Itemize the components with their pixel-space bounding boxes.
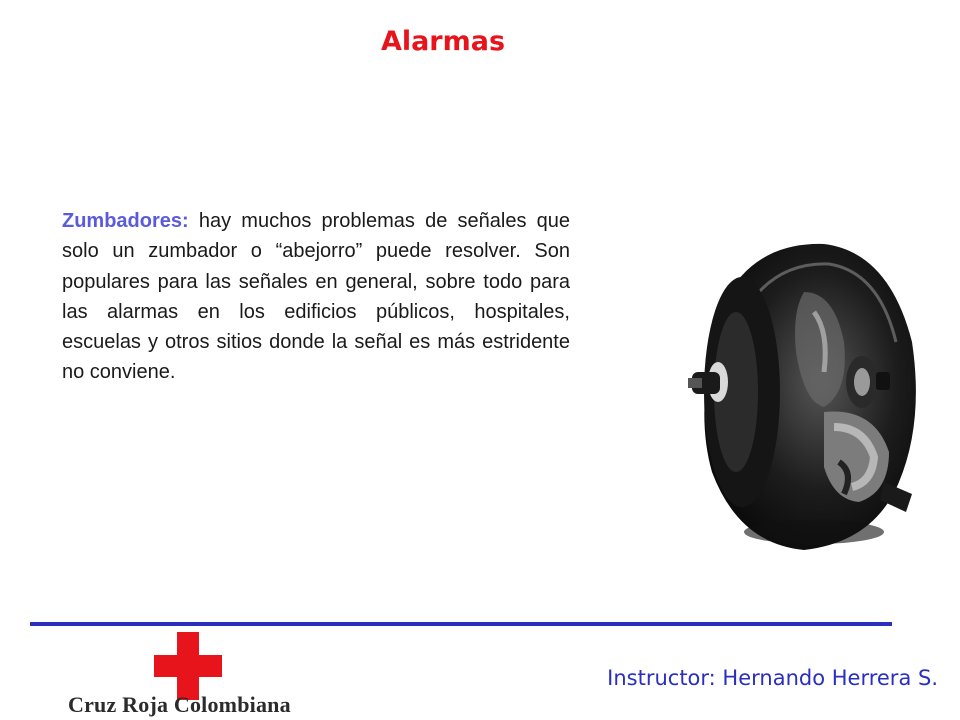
org-subtitle-fragment — [110, 714, 290, 720]
buzzer-image — [684, 232, 924, 554]
slide-body-text — [62, 206, 570, 388]
term-description: hay muchos problemas de señales que solo un zumbador o “abejorro” puede resolver. Son populares para las señales en general, sobre todo para las alarmas en los edificios públicos, hospitales, escuelas y otros sitios donde la señal es más estridente no conviene. — [62, 210, 570, 384]
slide-title: Alarmas — [380, 26, 506, 57]
red-cross-logo-icon — [154, 632, 222, 700]
term-label: Zumbadores: — [62, 210, 189, 232]
org-name-logo-text: Cruz Roja Colombiana — [68, 692, 291, 717]
instructor-credit: Instructor: Hernando Herrera S. — [607, 666, 938, 690]
footer-divider — [30, 622, 892, 626]
